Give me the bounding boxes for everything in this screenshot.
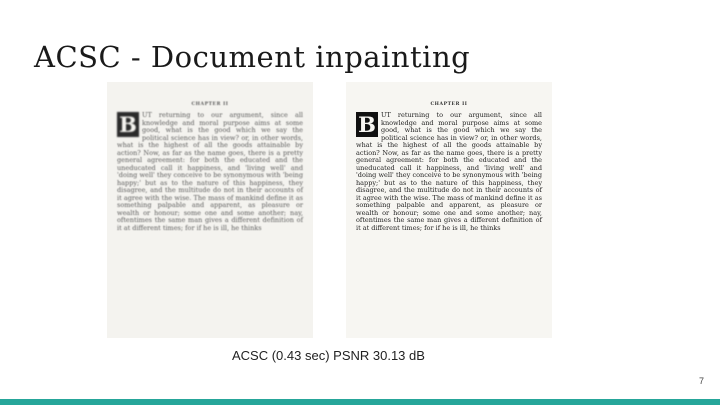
- footer-accent-bar: [0, 399, 720, 405]
- document-page: [117, 102, 303, 232]
- slide-page-number: 7: [698, 376, 704, 386]
- chapter-heading: CHAPTER II: [430, 102, 468, 107]
- damaged-document-image: [107, 82, 313, 338]
- chapter-heading: CHAPTER II: [191, 102, 229, 107]
- document-text: UT returning to our argument, since all knowledge and moral purpose aims at some good, what is the good which we say the political science has in view? or, in other words, what is the highest of all the goods attainable by action? Now, as far as the name goes, there is a pretty general agreement: for both the educated and the uneducated call it happiness, and 'living well' and 'doing well' they conceive to be synonymous with 'being happy;' but as to the nature of this happiness, they disagree, and the multitude do not in their accounts of it agree with the wise. The mass of mankind define it as something palpable and apparent, as pleasure or wealth or honour; some one and some another; nay, oftentimes the same man gives a different definition of it at different times; for if he is ill, he thinks: [117, 111, 303, 232]
- drop-cap-letter: B: [117, 112, 139, 137]
- result-caption: ACSC (0.43 sec) PSNR 30.13 dB: [232, 348, 425, 363]
- document-text: UT returning to our argument, since all knowledge and moral purpose aims at some good, what is the good which we say the political science has in view? or, in other words, what is the highest of all the goods attainable by action? Now, as far as the name goes, there is a pretty general agreement: for both the educated and the uneducated call it happiness, and 'living well' and 'doing well' they conceive to be synonymous with 'being happy;' but as to the nature of this happiness, they disagree, and the multitude do not in their accounts of it agree with the wise. The mass of mankind define it as something palpable and apparent, as pleasure or wealth or honour; some one and some another; nay, oftentimes the same man gives a different definition of it at different times; for if he is ill, he thinks: [356, 111, 542, 232]
- document-body: [356, 112, 542, 232]
- inpainted-document-image: [346, 82, 552, 338]
- document-body: [117, 112, 303, 232]
- document-page: [356, 102, 542, 232]
- slide-title: ACSC - Document inpainting: [34, 40, 471, 74]
- drop-cap-letter: B: [356, 112, 378, 137]
